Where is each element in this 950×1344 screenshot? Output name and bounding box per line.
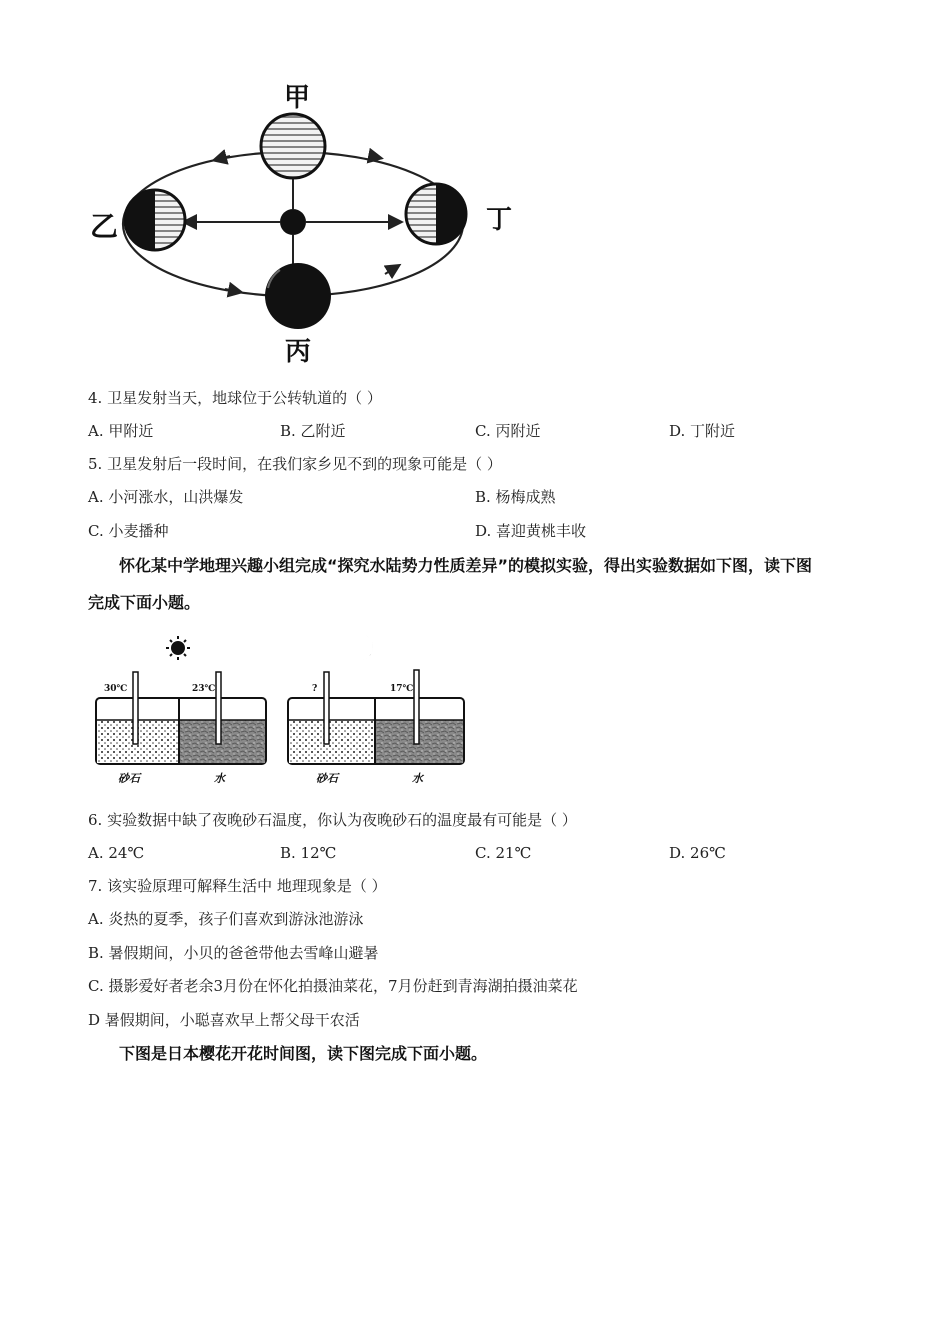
- q5-option-a[interactable]: A. 小河涨水，山洪爆发: [88, 488, 244, 506]
- q7-option-a[interactable]: A. 炎热的夏季，孩子们喜欢到游泳池游泳: [88, 910, 364, 928]
- label-yi: 乙: [90, 210, 119, 243]
- q7-stem: 7. 该实验原理可解释生活中 地理现象是（ ）: [88, 877, 387, 895]
- earth-jia: [261, 114, 325, 178]
- night-water-temp: 17℃: [390, 684, 414, 694]
- q5-option-b[interactable]: B. 杨梅成熟: [475, 488, 556, 506]
- q7-option-c[interactable]: C. 摄影爱好者老余3月份在怀化拍摄油菜花，7月份赶到青海湖拍摄油菜花: [88, 977, 578, 995]
- label-bing: 丙: [285, 337, 312, 367]
- night-water-label: 水: [412, 772, 423, 785]
- q5-stem: 5. 卫星发射后一段时间，在我们家乡见不到的现象可能是（ ）: [88, 455, 502, 473]
- sun-icon: [166, 636, 190, 660]
- q4-option-d[interactable]: D. 丁附近: [669, 422, 736, 440]
- orbit-arrow: [385, 266, 398, 274]
- q5-option-d[interactable]: D. 喜迎黄桃丰收: [475, 522, 587, 540]
- day-water-temp: 23℃: [192, 684, 216, 694]
- q7-option-b[interactable]: B. 暑假期间，小贝的爸爸带他去雪峰山避暑: [88, 944, 379, 962]
- q5-option-c[interactable]: C. 小麦播种: [88, 522, 169, 540]
- q6-option-b[interactable]: B. 12℃: [280, 844, 337, 862]
- intro-experiment-line1: 怀化某中学地理兴趣小组完成“探究水陆势力性质差异”的模拟实验，得出实验数据如下图，读下图: [119, 556, 813, 575]
- earth-ding: [406, 184, 466, 244]
- sun: [280, 209, 306, 235]
- q6-option-a[interactable]: A. 24℃: [88, 844, 145, 862]
- earth-yi: [125, 190, 185, 250]
- intro-sakura: 下图是日本樱花开花时间图，读下图完成下面小题。: [119, 1044, 488, 1063]
- q4-stem: 4. 卫星发射当天，地球位于公转轨道的（ ）: [88, 389, 382, 407]
- q4-option-b[interactable]: B. 乙附近: [280, 422, 346, 440]
- day-sand-temp: 30℃: [104, 684, 128, 694]
- night-sand-temp: ?: [312, 684, 318, 694]
- earth-orbit-diagram: [80, 78, 530, 368]
- day-sand-label: 砂石: [118, 772, 140, 785]
- q7-option-d[interactable]: D 暑假期间，小聪喜欢早上帮父母干农活: [88, 1011, 360, 1029]
- label-ding: 丁: [486, 205, 513, 235]
- experiment-diagram: [88, 630, 473, 790]
- q6-option-d[interactable]: D. 26℃: [669, 844, 726, 862]
- q6-stem: 6. 实验数据中缺了夜晚砂石温度，你认为夜晚砂石的温度最有可能是（ ）: [88, 811, 577, 829]
- intro-experiment-line2: 完成下面小题。: [88, 593, 201, 612]
- q4-option-a[interactable]: A. 甲附近: [88, 422, 154, 440]
- orbit-arrow: [370, 156, 380, 158]
- earth-bing: [265, 263, 331, 329]
- q6-option-c[interactable]: C. 21℃: [475, 844, 532, 862]
- q4-option-c[interactable]: C. 丙附近: [475, 422, 541, 440]
- night-sand-label: 砂石: [316, 772, 338, 785]
- moon-icon: [360, 634, 373, 660]
- day-water-label: 水: [214, 772, 225, 785]
- label-jia: 甲: [284, 83, 311, 113]
